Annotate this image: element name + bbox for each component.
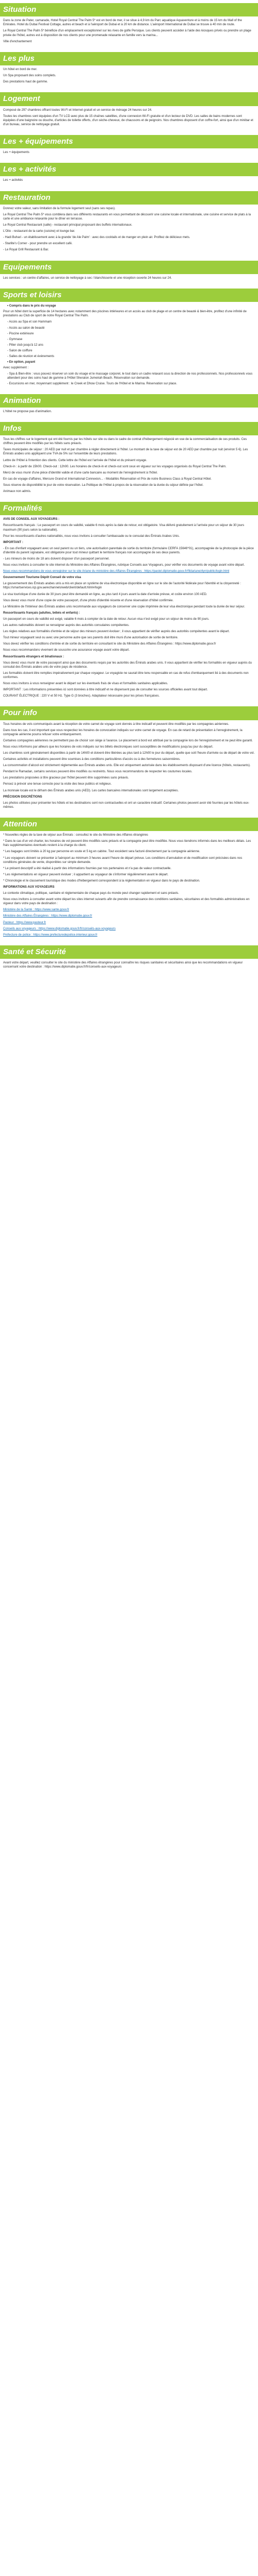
restauration-text-3: Le Royal Central Restaurant (salle) - restaurant principal proposant des buffets internationaux. [3,224,133,227]
formalites-important: IMPORTANT : [3,540,23,544]
pour-info-text-10: Pensez à prévoir une tenue correcte pour la visite des lieux publics et religieux. [3,783,112,786]
situation-text-3: Ville d'enchantement [3,40,32,43]
infos-text-2: Taxes municipales de séjour : 20 AED par nuit et par chambre à régler directement à l'hôtel. Le montant de la taxe de séjour est de 20 AED par chambre par nuit (environ 5 €). Les Émirats arabes unis appliquent une TVA de 5% sur l'ensemble de leurs prestations. [3,448,248,456]
formalites-text-4: - En cas d'enfant voyageant avec un seul parent ou un tiers, une autorisation parentale de sortie du territoire (formulaire CERFA 15646*01), accompagnée de la photocopie de la pièce d'identité du parent signataire, est obligatoire pour tout mineur quittant le territoire français non accompagné de ses deux parents. [3,547,254,554]
section-title-animation: Animation [0,394,258,408]
formalites-text-1: Ressortissants français : Le passeport en cours de validité, valable 6 mois après la date de retour, est obligatoire. Visa délivré gratuitement à l'arrivée pour un séjour de 30 jours maximum (90 jours selon la nationalité). [3,524,245,532]
sports-option-intro: Avec supplément : [3,366,29,370]
infos-text-5: Merci de vous munir d'une pièce d'identité valide et d'une carte bancaire au moment de l'enregistrement à l'hôtel. [3,471,158,474]
section-title-sports: Sports et loisirs [0,289,258,302]
attention-text-6: * Les réglementations en vigueur peuvent évoluer ; il appartient au voyageur de s'informer régulièrement avant le départ. [3,873,169,876]
sports-option-title: • En option, payant [7,361,36,364]
sports-included-intro: Pour un hôtel dont la superficie de 14 hectares avec notamment des piscines intérieures et un accès au club de plage et un centre de beauté & bien-être, profitez d'une infinité de prestations au Club de sport de notre Royal Central The Palm. [3,310,247,318]
attention-link-pasteur[interactable]: Pasteur : https://www.pasteur.fr [3,921,46,924]
formalites-sante-text-2: Les autres nationalités doivent se renseigner auprès des autorités consulaires compétentes. [3,624,130,628]
formalites-vaccin-text-5: COURANT ÉLECTRIQUE : 220 V et 50 Hz. Type G (3 broches). Adaptateur nécessaire pour les prises françaises. [3,694,160,698]
logement-text-2: Toutes les chambres sont équipées d'un TV LCD avec plus de 15 chaînes satellites, d'une connexion Wi-Fi gratuite et d'un lecteur de DVD. Les salles de bains modernes sont équipées d'une baignoire ou douche, d'articles de toilette offerts, d'un sèche-cheveux, de chaussons et de peignoirs. Nos chambres disposent d'un coffre-fort, ainsi que d'un minibar et d'un bureau, service de nettoyage gratuit. [3,114,253,126]
formalites-vaccin-text-2: Les formalités doivent être remplies impérativement par chaque voyageur. Le voyagiste ne saurait être tenu responsable en cas de refus d'embarquement lié à des documents non conformes. [3,671,249,679]
section-title-sante: Santé et Sécurité [0,945,258,959]
attention-link-prefecture[interactable]: Préfecture de police : https://www.prefecturedepolice.interieur.gouv.fr [3,933,98,937]
restauration-text-1: Donnez votre valeur, sans limitation de la formule logement seul (sans ses repas). [3,207,116,210]
attention-text-7: * Chronologie et le classement touristique des modes d'hébergement correspondent à la réglementation en vigueur dans le pays de destination. [3,879,200,883]
formalites-subtitle: AVIS DE CONSEIL AUX VOYAGEURS : [3,518,60,521]
restauration-text-7: - Le Royal Grill Restaurant & Bar. [3,248,49,252]
formalites-vaccin-text-3: Nous vous invitons à vous renseigner avant le départ sur les éventuels frais de visas et formalités sanitaires applicables. [3,682,168,685]
attention-text-4: * Les voyageurs doivent se présenter à l'aéroport au minimum 3 heures avant l'heure de départ prévue. Les conditions d'annulation et de modification sont précisées dans nos conditions générales de vente, disponibles sur simple demande. [3,856,243,864]
formalites-sante-text-6: Nous vous recommandons vivement de souscrire une assurance voyage avant votre départ. [3,649,130,652]
attention-link-conseils[interactable]: Conseils aux voyageurs : https://www.diplomatie.gouv.fr/fr/conseils-aux-voyageurs [3,927,116,930]
sports-included-item: - Salles de réunion et événements [7,355,55,358]
animation-text: L'hôtel ne propose pas d'animation. [3,410,52,413]
attention-info-text-1: Le contexte climatique, politique, sanitaire et réglementaire de chaque pays du monde peut changer rapidement et sans préavis. [3,892,179,895]
section-title-attention: Attention [0,818,258,831]
infos-text-6: En cas de voyage d'affaires, Mercure Grand et International Connexion... - Modalités Réservation et Prix de notre Business Class à Royal Central Hôtel. [3,477,212,481]
formalites-text-6: Nous vous invitons à consulter le site internet du Ministère des Affaires Étrangères, rubrique Conseils aux Voyageurs, pour vérifier vos documents de voyage avant votre départ. [3,564,245,567]
section-title-restauration: Restauration [0,191,258,205]
page [0,3,258,969]
formalites-vaccin-text-1: Vous devez vous munir de votre passeport ainsi que des documents requis par les autorités des Émirats arabes unis. Il vous appartient de vérifier les formalités en vigueur auprès du consulat des Émirats arabes unis de votre pays de résidence. [3,661,252,669]
pour-info-precision-text: Les photos utilisées pour présenter les hôtels et les destinations sont non contractuelles et ont un caractère indicatif. Certaines photos peuvent avoir été fournies par les hôtels eux-mêmes. [3,801,250,809]
pour-info-text-5: Les chambres sont généralement disponibles à partir de 14h00 et doivent être libérées au plus tard à 12h00 le jour du départ, quelle que soit l'heure d'arrivée ou de départ de votre vol. [3,751,255,755]
restauration-text-6: - Starlite's Corner - pour prendre un excellent café. [3,242,73,246]
attention-text-1: * Nouvelles règles de la taxe de séjour aux Émirats : consultez le site du Ministère des Affaires étrangères [3,834,149,837]
sports-included-item: - Pilier club jusqu'à 12 ans [7,343,43,347]
pour-info-text-8: Pendant le Ramadan, certains services peuvent être modifiés ou restreints. Nous vous recommandons de respecter les coutumes locales. [3,770,192,774]
restauration-text-2: Le Royal Central The Palm 5* vous comblera dans ses différents restaurants en vous permettant de découvrir une cuisine locale et internationale, une cuisine et service de plats à la carte et une ambiance relaxante pour le dîner en terrasse. [3,213,251,221]
sante-text-1: Avant votre départ, veuillez consulter le site du ministère des Affaires étrangères pour connaître les risques sanitaires et sécuritaires ainsi que les recommandations en vigueur concernant votre destination : https://www.diplomatie.gouv.fr/fr/conseils-aux-voyageurs [3,961,243,969]
les-plus-text-3: Des prestations haut de gamme. [3,80,48,84]
section-title-formalites: Formalités [0,502,258,515]
section-title-equipements-services: Equipements [0,261,258,274]
logement-text-1: Composé de 297 chambres offrant toutes Wi-Fi et Internet gratuit et un service de ménage 24 heures sur 24. [3,108,152,112]
section-title-equipements: Les + équipements [0,135,258,148]
formalites-text-5: - Les mineurs de moins de 18 ans doivent disposer d'un passeport personnel. [3,557,110,561]
attention-link-sante[interactable]: Ministère de la Santé : https://www.sante.gouv.fr [3,908,69,912]
sports-included-title-text: Compris dans le prix du voyage [9,304,56,308]
section-title-logement: Logement [0,92,258,106]
formalites-conseil-text-4: Le Ministère de l'Intérieur des Émirats arabes unis recommande aux voyageurs de conserver une copie imprimée de leur visa électronique pendant toute la durée de leur séjour. [3,605,245,608]
sports-included-title: • Compris dans le prix du voyage [7,304,56,308]
restauration-text-5: - Hadi Buhari - un établissement avec à la grande 'de Ale Palm' : avec des cocktails et de manger en plein air. Profitez de délicieux mets. [3,236,190,240]
section-title-les-plus: Les plus [0,52,258,65]
infos-text-3: Lettre de l'Hôtel à l'intention des clients. Cette lettre de l'hôtel est l'arrivée de l'hôtel et du présent voyage. [3,459,147,462]
pour-info-text-4: Nous vous informons par ailleurs que les horaires de vols indiqués sur les billets électroniques sont susceptibles de modifications jusqu'au jour du départ. [3,745,214,749]
attention-info-title: INFORMATIONS AUX VOYAGEURS [3,886,55,889]
formalites-vaccin-text-4: IMPORTANT : Les informations présentées ici sont données à titre indicatif et ne dispensent pas de consulter les sources officielles avant tout départ. [3,688,208,692]
infos-text-1: Tous les chiffres sur le logement qui ont été fournis par les hôtels sur site ou dans le cadre de contrat d'hébergement négocié en vue de la commercialisation de ces produits. Ces chiffres peuvent être modifiés par les hôtels sans préavis. [3,438,247,446]
attention-text-5: * Le présent descriptif a été réalisé à partir des informations fournies par nos partenaires et n'a pas de valeur contractuelle. [3,867,171,870]
formalites-sante-text-3: Les règles relatives aux formalités d'entrée et de séjour des mineurs peuvent évoluer ; il vous appartient de vérifier auprès des autorités compétentes avant le départ. [3,630,230,634]
pour-info-text-3: Certaines compagnies aériennes ne permettent pas de choisir son siège à l'avance. Le placement à bord est attribué par la compagnie lors de l'enregistrement et ne peut être garanti. [3,739,253,742]
restauration-text-4: L'Olio - restaurant de la carte (cuisine) et lounge bar. [3,230,75,233]
les-plus-text-2: Un Spa proposant des soins complets. [3,74,56,78]
pour-info-text-1: Tous horaires de vols communiqués avant la réception de votre carnet de voyage sont donnés à titre indicatif et peuvent être modifiés par les compagnies aériennes. [3,722,229,726]
attention-text-2: * Dans le cas d'un vol charter, les horaires de vol peuvent être modifiés sans préavis et la compagnie peut être modifiée. Nous vous tiendrons informés dans les meilleurs délais. Les frais supplémentaires éventuels restent à la charge du client. [3,840,251,848]
section-title-activites: Les + activités [0,163,258,176]
situation-text-1: Dans la zone de Pater, camarade, Hotel Royal Central The Palm 5* est en bord de mer, il se situe à 4,9 km du Parc aquatique Aquaventure et à moins de 15 km du Mall of the Emirates. Hotel du Dubai Festival Cottage, autres et beach et à l'aéroport de Dubai et à 20 km de distance. L'aéroport International de Dubai se trouve à 40 min de route. [3,19,242,27]
formalites-sante-text-4: Tout mineur voyageant seul ou avec une personne autre que ses parents doit être muni d'une autorisation de sortie de territoire. [3,636,179,640]
pour-info-text-7: La consommation d'alcool est strictement réglementée aux Émirats arabes unis. Elle est uniquement autorisée dans les établissements disposant d'une licence (hôtels, restaurants). [3,764,251,768]
equipements-text-1: Les + équipements [3,151,29,155]
section-title-infos: Infos [0,422,258,435]
sports-included-item: - Accès au Spa et son Hammam [7,320,52,324]
formalites-vaccin-title: Ressortissants étrangers et binationaux : [3,655,64,658]
equipements-services-text: Les services : un centre d'affaires, un service de nettoyage à sec / blanchisserie et une réception ouverte 24 heures sur 24. [3,276,172,280]
situation-text-2: Le Royal Central The Palm 5* bénéficie d'un emplacement exceptionnel sur les rives de golfe Persique. Les clients peuvent accéder à l'aide des kiosques privés ou prendre un plage privée de l'hôtel, autres est à disposition de nos clients pour une promenade relaxante en famille vers la marina... [3,29,251,37]
sports-included-item: - Salon de coiffure [7,349,33,352]
attention-link-diplomatie[interactable]: Ministère des Affaires Étrangères : https://www.diplomatie.gouv.fr [3,914,92,918]
sports-included-item: - Accès au salon de beauté [7,326,45,330]
formalites-conseil-text-3: Vous devez vous munir d'une copie de votre passeport, d'une photo d'identité récente et d'une réservation d'hôtel confirmée. [3,599,174,602]
formalites-conseil-text-1: Le gouvernement des Émirats arabes unis a mis en place un système de visa électronique disponible en ligne sur le site de l'autorité fédérale pour l'identité et la citoyenneté : https://smartservices.icp.gov.ae/echannels/web/client/default.html#/login [3,582,241,590]
sports-option-item: - Spa & Bien-être : vous pouvez réserver un soin du visage et le massage corporel, le tout dans un cadre relaxant sous la direction de nos professionnels. Nos professionnels vous attendent pour des soins haut de gamme à l'Hôtel Sheraton Jumeirah Beach. Réservation sur demande. [7,372,253,380]
infos-text-4: Check-in : à partir de 15h00. Check-out : 12h00. Les horaires de check-in et check-out sont ceux en vigueur sur les voyages organisés du Royal Central The Palm. [3,465,227,468]
formalites-sante-text-5: Vous devez vérifier les conditions d'entrée et de sortie du territoire en consultant le site du Ministère des Affaires Étrangères : https://www.diplomatie.gouv.fr [3,642,216,646]
sports-included-item: - Piscine extérieure [7,332,34,335]
formalites-sante-title: Ressortissants français (adultes, bébés et enfants) : [3,611,80,615]
section-title-situation: Situation [0,3,258,16]
pour-info-precision-title: PRÉCISION DISCRÉTIONS [3,795,42,799]
activites-text-1: Les + activités [3,179,23,182]
sports-option-item: - Excursions en mer, moyennant supplément : le Creek et Dhow Cruise. Tours de l'Hôtel et le Marina. Réservation sur place. [7,382,178,386]
formalites-text-2: Pour les ressortissants d'autres nationalités, nous vous invitons à consulter l'ambassade ou le consulat des Émirats Arabes Unis. [3,534,180,538]
formalites-sante-text-1: Un passeport en cours de validité est exigé, valable 6 mois à compter de la date de retour. Aucun visa n'est exigé pour un séjour de moins de 90 jours. [3,617,209,621]
infos-text-7: Sous réserve de disponibilité le jour de votre réservation. La Politique de l'Hôtel à propos de la réservation de la durée du séjour définie par l'hôtel. [3,483,204,487]
attention-text-3: * Les bagages sont limités à 20 kg par personne en soute et 5 kg en cabine. Tout excédent sera facturé directement par la compagnie aérienne. [3,850,200,854]
formalites-conseil-text-2: Le visa touristique d'une durée de 30 jours peut être demandé en ligne, au plus tard 4 jours avant la date d'arrivée prévue, et coûte environ 100 AED. [3,592,207,596]
infos-text-8: Animaux non admis. [3,490,31,493]
section-title-pour-info: Pour info [0,706,258,720]
formalites-conseil-title: Gouvernement Tourisme Dépôt Conseil de votre visa [3,576,81,580]
pour-info-text-2: Dans tous les cas, il est important que vous respectiez les horaires de convocation indiqués sur votre carnet de voyage. En cas de retard de présentation à l'enregistrement, la compagnie aérienne pourra refuser votre embarquement. [3,728,243,736]
pour-info-text-6: Certaines activités et installations peuvent être soumises à des conditions particulières d'accès ou à des fermetures saisonnières. [3,758,181,761]
les-plus-text-1: Un hôtel en bord de mer. [3,67,38,71]
sports-option-title-text: En option, payant [9,361,36,364]
attention-info-text-2: Nous vous invitons à consulter avant votre départ les sites internet suivants afin de prendre connaissance des conditions sanitaires, sécuritaires et des formalités administratives en vigueur dans votre pays de destination : [3,898,250,906]
pour-info-text-9: Les prestations proposées à titre gracieux par l'hôtel peuvent être supprimées sans préavis. [3,776,129,780]
formalites-ariane-link[interactable]: Nous vous recommandons de vous enregistrer sur le site Ariane du ministère des Affaires Étrangères : https://pastel.diplomatie.gouv.fr/fildariane/dyn/public/login.html [3,570,230,573]
sports-included-item: - Gymnase [7,337,23,341]
pour-info-text-11: La monnaie locale est le dirham des Émirats arabes unis (AED). Les cartes bancaires internationales sont largement acceptées. [3,789,179,792]
